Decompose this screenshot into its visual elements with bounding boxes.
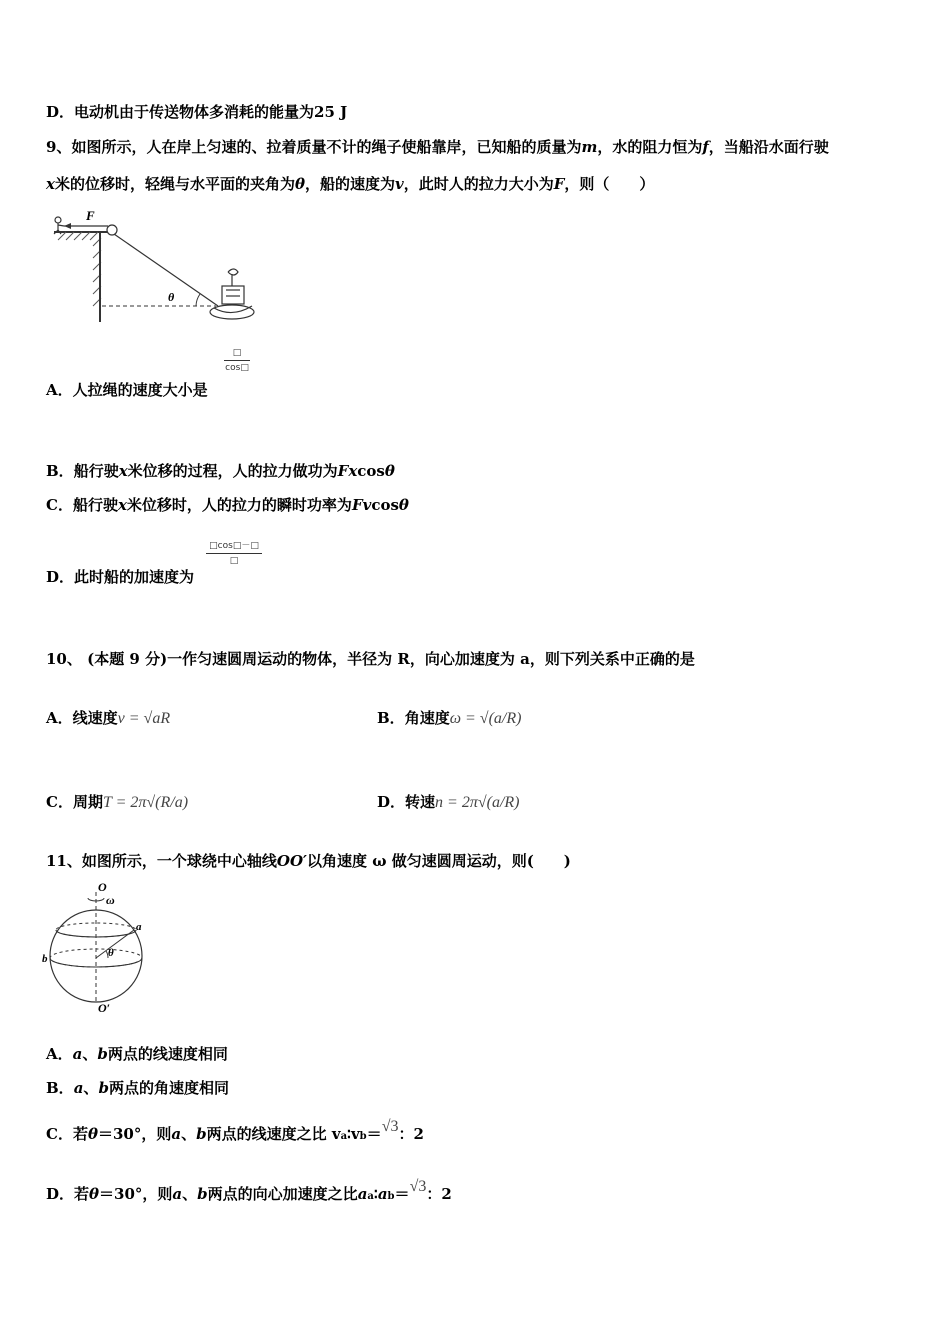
- option-text: 两点的角速度相同: [108, 1079, 229, 1097]
- point-a: a: [72, 1045, 83, 1063]
- q9-option-a-fraction: [224, 348, 250, 373]
- ratio-value: ：2: [426, 1185, 452, 1203]
- fraction-denominator: □: [229, 556, 239, 566]
- stem-text: (本题 9 分)一作匀速圆周运动的物体，半径为 R，向心加速度为 a，则下列关系中正确的是: [87, 650, 695, 668]
- var-F: F: [553, 175, 565, 193]
- subscript-a: a: [340, 1131, 348, 1142]
- stem-text: ，水的阻力恒为: [597, 138, 703, 156]
- option-letter: B．: [377, 709, 405, 727]
- separator: 、: [82, 1045, 98, 1063]
- axis-label: OO′: [276, 852, 307, 870]
- option-text: 两点的线速度相同: [107, 1045, 228, 1063]
- formula: v = √aR: [117, 710, 171, 727]
- q9-option-d-fraction: [206, 538, 262, 566]
- var-x: x: [117, 496, 127, 514]
- stem-text: 如图所示，一个球绕中心轴线: [81, 852, 277, 870]
- option-text: 线速度: [72, 709, 118, 727]
- q9-stem-line-1: [46, 137, 829, 157]
- option-text: 角速度: [404, 709, 450, 727]
- ratio-value: ：2: [398, 1125, 424, 1143]
- var-theta: θ: [398, 496, 409, 514]
- option-text: 电动机由于传送物体多消耗的能量为25 J: [74, 103, 348, 121]
- fraction-numerator: □: [232, 348, 242, 358]
- q11-option-c[interactable]: [46, 1118, 424, 1147]
- option-text: 船行驶: [73, 462, 119, 480]
- theta-label: θ: [108, 947, 114, 959]
- point-b: b: [197, 1185, 208, 1203]
- separator: 、: [181, 1125, 197, 1143]
- q9-stem-line-2: [46, 174, 654, 194]
- prev-option-d: [46, 102, 347, 122]
- angle-arc: [196, 294, 200, 306]
- expr: Fv: [351, 496, 372, 514]
- stem-text: ，此时人的拉力大小为: [403, 175, 554, 193]
- sqrt-three: √3: [409, 1178, 427, 1195]
- fraction-bar: [224, 360, 250, 361]
- var-v: v: [395, 175, 404, 193]
- var-theta: θ: [294, 175, 305, 193]
- option-letter: B．: [46, 462, 74, 480]
- q9-option-a[interactable]: [46, 380, 208, 400]
- formula: T = 2π√(R/a): [102, 794, 189, 811]
- boat-icon: [210, 269, 254, 319]
- angle-label: θ: [168, 290, 175, 304]
- subscript-b: b: [387, 1191, 395, 1202]
- option-text: ＝30°，则: [97, 1125, 172, 1143]
- point-b-label: b: [42, 953, 48, 965]
- fraction-denominator: cos□: [225, 363, 249, 373]
- var-m: m: [581, 138, 598, 156]
- separator: 、: [83, 1079, 99, 1097]
- equals: ＝: [366, 1125, 382, 1143]
- option-letter: C．: [46, 496, 73, 514]
- point-a: a: [171, 1125, 182, 1143]
- expr: cos: [357, 462, 385, 480]
- sqrt-three: √3: [381, 1118, 399, 1135]
- question-number: 10、: [46, 650, 82, 668]
- option-text: 转速: [405, 793, 436, 811]
- pulley: [107, 225, 117, 235]
- question-number: 11、: [46, 852, 82, 870]
- point-a: a: [73, 1079, 84, 1097]
- q10-option-d[interactable]: [377, 792, 520, 813]
- q9-option-c[interactable]: [46, 495, 409, 515]
- option-text: 此时船的加速度为: [74, 568, 195, 586]
- point-b: b: [196, 1125, 207, 1143]
- q10-option-a[interactable]: [46, 708, 170, 729]
- top-label: O: [98, 880, 107, 894]
- point-b: b: [97, 1045, 108, 1063]
- stem-text: ，则（ ）: [564, 175, 655, 193]
- option-text: 米位移的过程，人的拉力做功为: [127, 462, 338, 480]
- accel-symbol: a: [377, 1185, 388, 1203]
- option-text: 若: [72, 1125, 88, 1143]
- option-letter: C．: [46, 793, 73, 811]
- question-number: 9、: [46, 138, 72, 156]
- var-x: x: [118, 462, 128, 480]
- ratio-colon: ∶v: [347, 1125, 360, 1143]
- var-x: x: [46, 175, 55, 193]
- cliff-hatch: [58, 232, 101, 306]
- fraction-bar: [206, 553, 262, 554]
- stem-text: ，船的速度为: [304, 175, 395, 193]
- point-a: a: [172, 1185, 183, 1203]
- option-text: 周期: [72, 793, 103, 811]
- equals: ＝: [394, 1185, 410, 1203]
- q11-option-a[interactable]: [46, 1044, 228, 1064]
- var-theta: θ: [87, 1125, 98, 1143]
- subscript-b: b: [359, 1131, 367, 1142]
- q9-boat-figure: [48, 206, 268, 330]
- option-text: ＝30°，则: [99, 1185, 173, 1203]
- subscript-a: a: [367, 1191, 374, 1202]
- stem-text: 以角速度 ω 做匀速圆周运动，则( ): [306, 852, 571, 870]
- option-letter: A．: [46, 1045, 73, 1063]
- var-theta: θ: [384, 462, 395, 480]
- option-letter: A．: [46, 709, 73, 727]
- arrow-head: [64, 223, 71, 229]
- stem-text: 如图所示，人在岸上匀速的、拉着质量不计的绳子使船靠岸，已知船的质量为: [71, 138, 582, 156]
- stem-text: ，当船沿水面行驶: [708, 138, 829, 156]
- option-letter: C．: [46, 1125, 73, 1143]
- option-text: 两点的向心加速度之比: [207, 1185, 358, 1203]
- formula: n = 2π√(a/R): [435, 794, 520, 811]
- q11-sphere-figure: [42, 878, 152, 1018]
- q9-option-d[interactable]: [46, 567, 194, 587]
- q10-stem: [46, 649, 695, 669]
- force-label: F: [86, 208, 95, 223]
- option-text: 船行驶: [72, 496, 118, 514]
- ratio-colon: ∶: [373, 1185, 378, 1203]
- rope: [114, 234, 218, 306]
- option-text: 若: [74, 1185, 90, 1203]
- formula: ω = √(a/R): [449, 710, 522, 727]
- option-letter: D．: [46, 103, 75, 121]
- radius-to-a: [96, 930, 134, 958]
- q11-stem: [46, 851, 571, 871]
- expr: Fx: [337, 462, 358, 480]
- option-letter: A．: [46, 381, 73, 399]
- expr: cos: [371, 496, 399, 514]
- q10-option-c[interactable]: [46, 792, 188, 813]
- q10-option-b[interactable]: [377, 708, 521, 729]
- option-letter: D．: [46, 568, 75, 586]
- omega-label: ω: [106, 893, 115, 907]
- accel-symbol: a: [357, 1185, 368, 1203]
- option-letter: D．: [46, 1185, 75, 1203]
- separator: 、: [182, 1185, 198, 1203]
- point-b: b: [98, 1079, 109, 1097]
- option-text: 米位移时，人的拉力的瞬时功率为: [126, 496, 352, 514]
- option-text: 两点的线速度之比 v: [206, 1125, 341, 1143]
- option-text: 人拉绳的速度大小是: [72, 381, 208, 399]
- q11-option-b[interactable]: [46, 1078, 229, 1098]
- var-theta: θ: [89, 1185, 100, 1203]
- point-a-label: a: [136, 921, 142, 933]
- option-letter: D．: [377, 793, 406, 811]
- bottom-label: O′: [98, 1001, 111, 1015]
- option-letter: B．: [46, 1079, 74, 1097]
- stem-text: 米的位移时，轻绳与水平面的夹角为: [54, 175, 295, 193]
- q9-option-b[interactable]: [46, 461, 395, 481]
- fraction-numerator: □cos□－□: [209, 541, 259, 551]
- q11-option-d[interactable]: [46, 1178, 452, 1207]
- var-f: f: [702, 138, 709, 156]
